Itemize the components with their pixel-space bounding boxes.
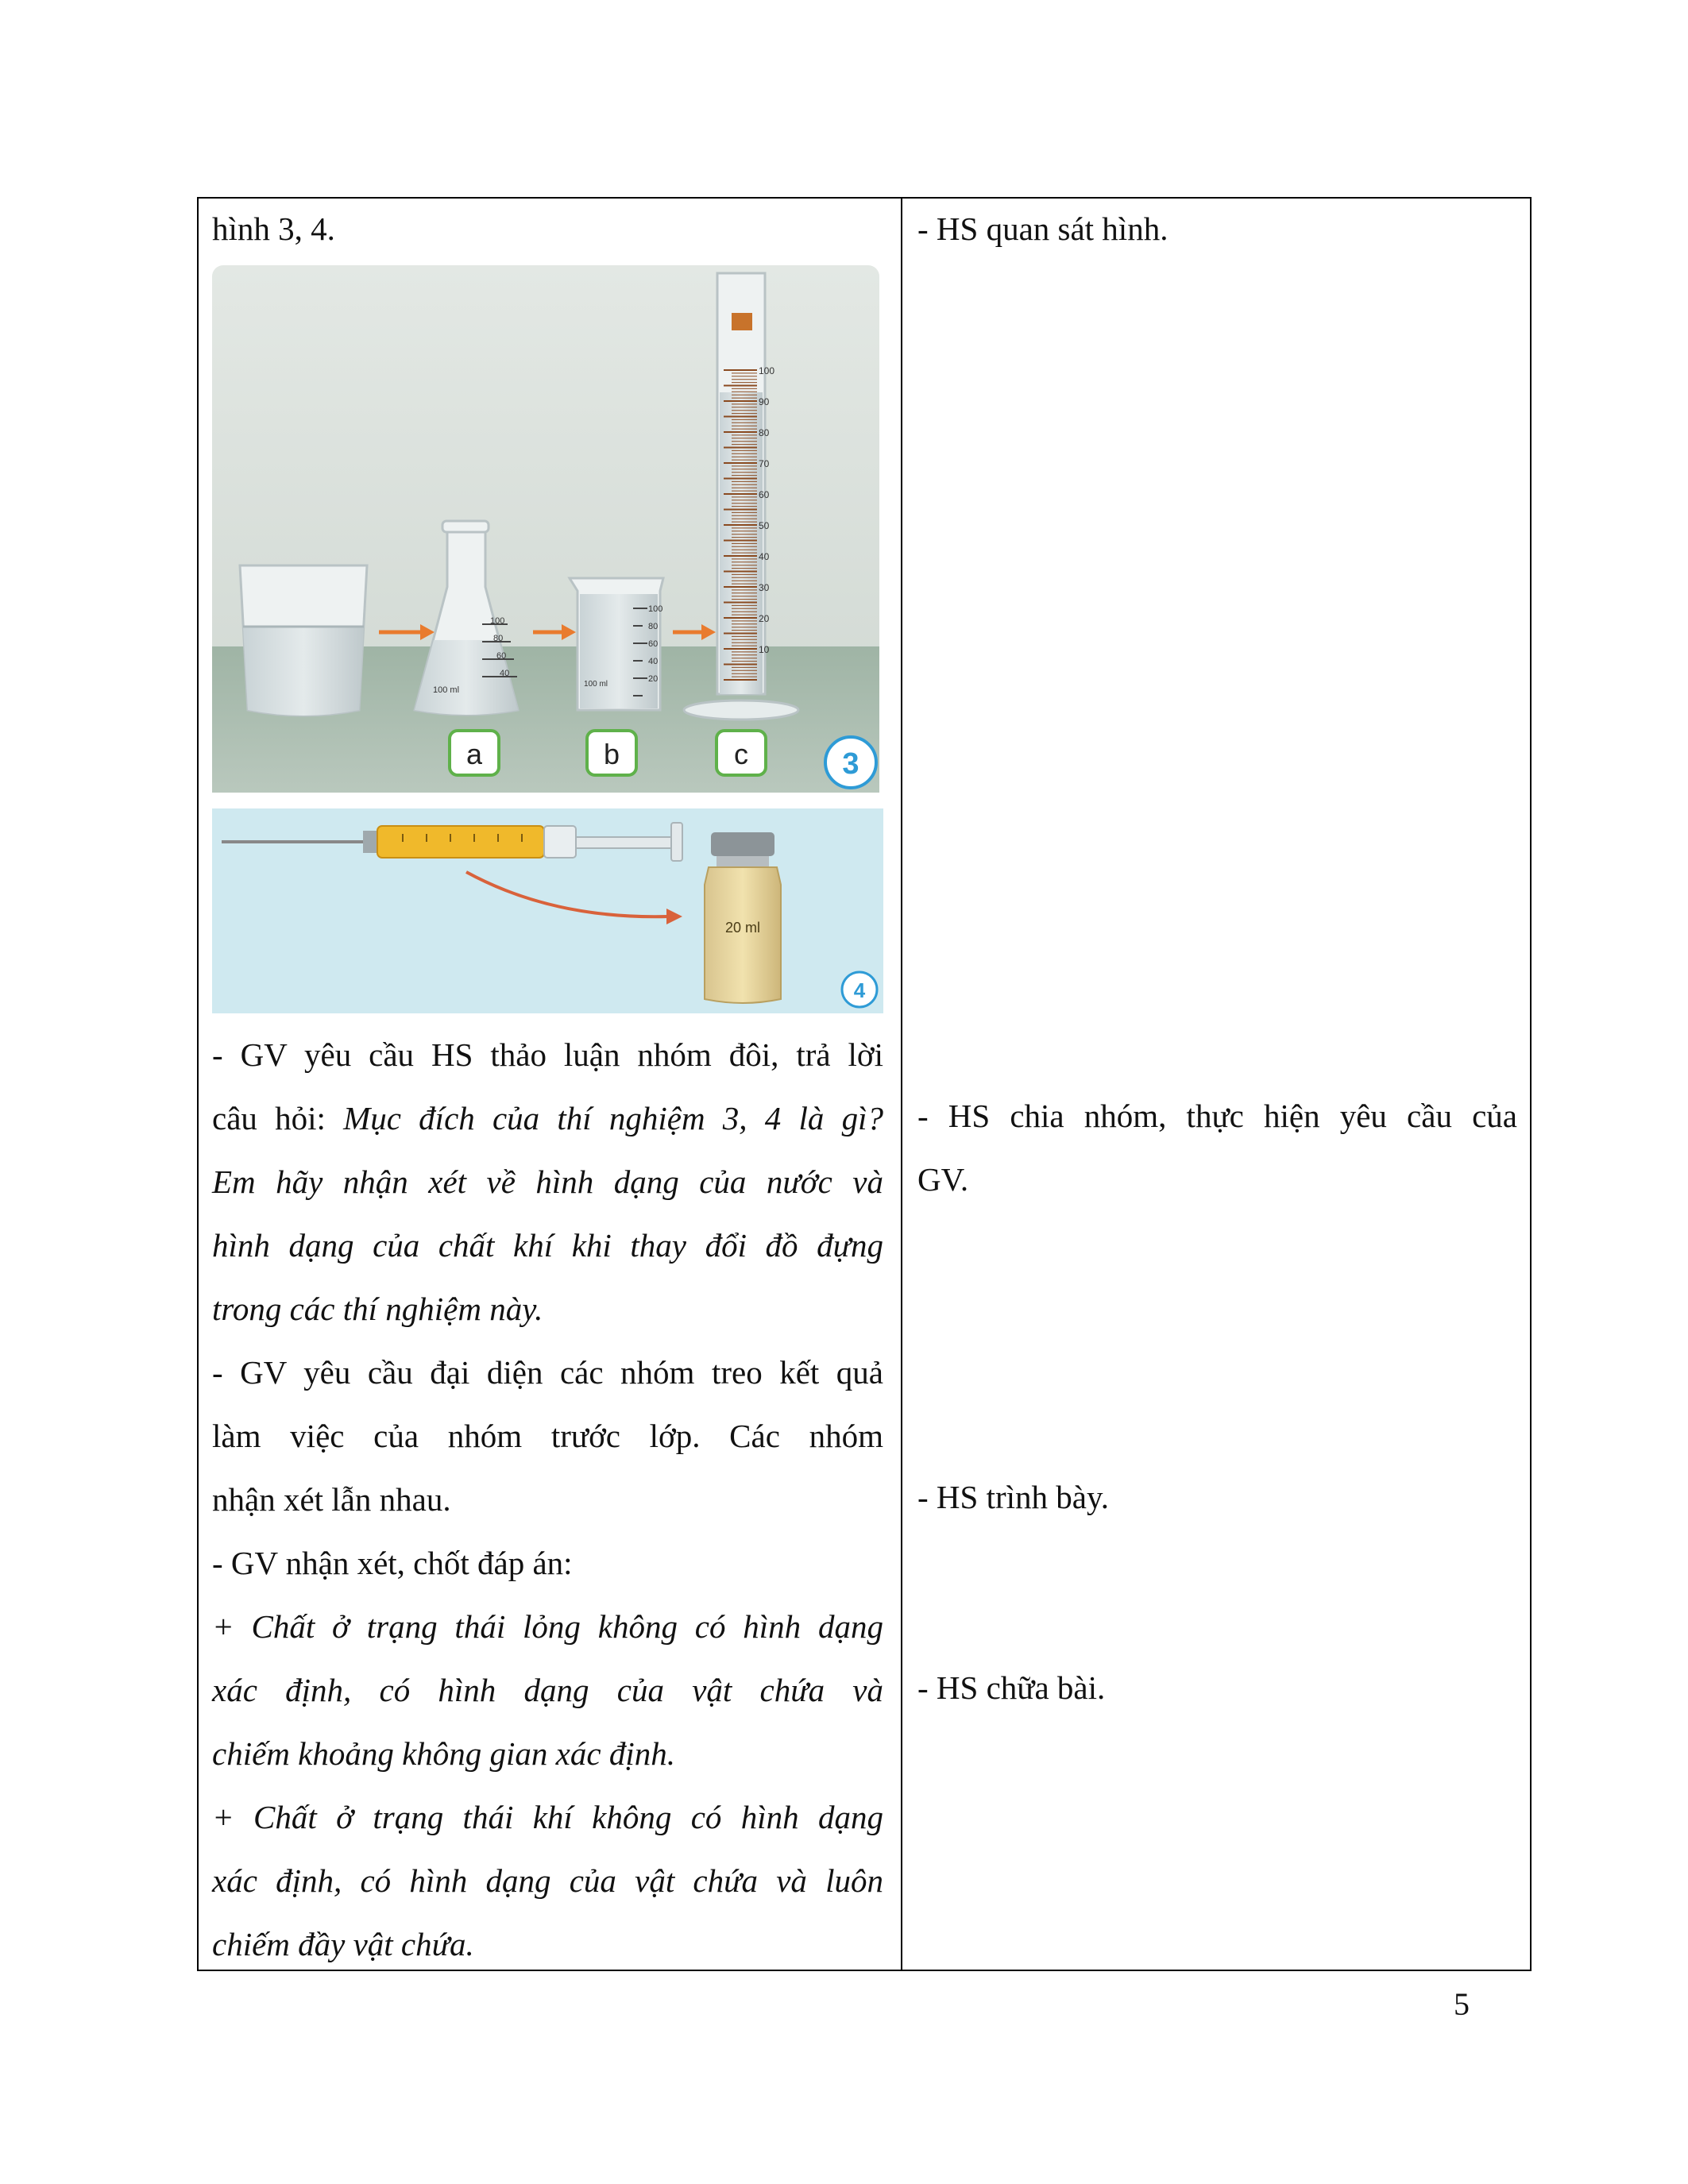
task-question-lead: câu hỏi: bbox=[212, 1100, 344, 1136]
label-c bbox=[717, 731, 766, 775]
beaker-mark-100: 100 bbox=[648, 604, 663, 614]
answer-1-line-2: xác định, có hình dạng của vật chứa và bbox=[212, 1672, 883, 1708]
cyl-mark-70: 70 bbox=[759, 458, 770, 469]
beaker-mark-40: 40 bbox=[648, 657, 659, 666]
figure-3-number bbox=[825, 737, 876, 788]
cyl-mark-90: 90 bbox=[759, 396, 770, 407]
beaker-mark-80: 80 bbox=[648, 622, 659, 631]
fix-text: - HS chữa bài. bbox=[917, 1669, 1106, 1706]
cyl-mark-50: 50 bbox=[759, 520, 770, 531]
cyl-mark-80: 80 bbox=[759, 427, 770, 438]
observe-text: - HS quan sát hình. bbox=[917, 210, 1168, 247]
flask-mark-40: 40 bbox=[500, 669, 510, 678]
svg-text:a: a bbox=[465, 738, 483, 770]
cyl-mark-30: 30 bbox=[759, 582, 770, 593]
cylinder-scale bbox=[724, 370, 757, 680]
cyl-mark-40: 40 bbox=[759, 551, 770, 562]
svg-text:b: b bbox=[603, 738, 620, 770]
box-logo-icon bbox=[732, 313, 752, 330]
cyl-mark-100: 100 bbox=[759, 365, 775, 376]
svg-text:4: 4 bbox=[853, 978, 866, 1002]
flask-mark-80: 80 bbox=[493, 634, 504, 643]
figure-3-lab-containers bbox=[212, 265, 879, 793]
task-question-4: trong các thí nghiệm này. bbox=[212, 1291, 543, 1327]
answer-2-line-2: xác định, có hình dạng của vật chứa và luôn bbox=[212, 1862, 883, 1899]
label-b bbox=[587, 731, 636, 775]
beaker-mark-20: 20 bbox=[648, 674, 659, 684]
page-number: 5 bbox=[1454, 1986, 1470, 2022]
flask-mark-60: 60 bbox=[496, 651, 507, 661]
column-divider bbox=[901, 199, 902, 1970]
lesson-table bbox=[197, 197, 1532, 1971]
intro-text: hình 3, 4. bbox=[212, 210, 335, 247]
task-question-3: hình dạng của chất khí khi thay đổi đồ đựng bbox=[212, 1227, 883, 1264]
conclude-line: - GV nhận xét, chốt đáp án: bbox=[212, 1545, 573, 1581]
task-question-1: Mục đích của thí nghiệm 3, 4 là gì? bbox=[343, 1100, 883, 1136]
flask-volume: 100 ml bbox=[433, 685, 460, 695]
answer-1-line-1: + Chất ở trạng thái lỏng không có hình dạng bbox=[212, 1608, 883, 1645]
figure-4-syringe-vial bbox=[212, 808, 883, 1013]
present-line-3: nhận xét lẫn nhau. bbox=[212, 1481, 451, 1518]
figure-4-number bbox=[842, 972, 877, 1007]
answer-2-line-3: chiếm đầy vật chứa. bbox=[212, 1926, 474, 1962]
beaker-mark-60: 60 bbox=[648, 639, 659, 649]
group-line-2: GV. bbox=[917, 1161, 969, 1198]
vial-label: 20 ml bbox=[724, 920, 761, 936]
water-glass bbox=[240, 565, 367, 716]
svg-text:3: 3 bbox=[842, 747, 859, 781]
task-line-1: - GV yêu cầu HS thảo luận nhóm đôi, trả lời bbox=[212, 1036, 883, 1073]
answer-2-line-1: + Chất ở trạng thái khí không có hình dạng bbox=[212, 1799, 883, 1835]
present-line-1: - GV yêu cầu đại diện các nhóm treo kết quả bbox=[212, 1354, 883, 1391]
beaker-volume: 100 ml bbox=[584, 680, 608, 689]
task-question-2: Em hãy nhận xét về hình dạng của nước và bbox=[212, 1163, 883, 1200]
label-a bbox=[450, 731, 499, 775]
answer-1-line-3: chiếm khoảng không gian xác định. bbox=[212, 1735, 675, 1772]
svg-text:c: c bbox=[734, 738, 748, 770]
flask-mark-100: 100 bbox=[490, 616, 505, 626]
present-text: - HS trình bày. bbox=[917, 1479, 1110, 1515]
cyl-mark-10: 10 bbox=[759, 644, 770, 655]
task-line-2 bbox=[212, 1086, 883, 1150]
cyl-mark-20: 20 bbox=[759, 613, 770, 624]
group-line-1: - HS chia nhóm, thực hiện yêu cầu của bbox=[917, 1098, 1517, 1134]
cyl-mark-60: 60 bbox=[759, 489, 770, 500]
present-line-2: làm việc của nhóm trước lớp. Các nhóm bbox=[212, 1418, 883, 1454]
